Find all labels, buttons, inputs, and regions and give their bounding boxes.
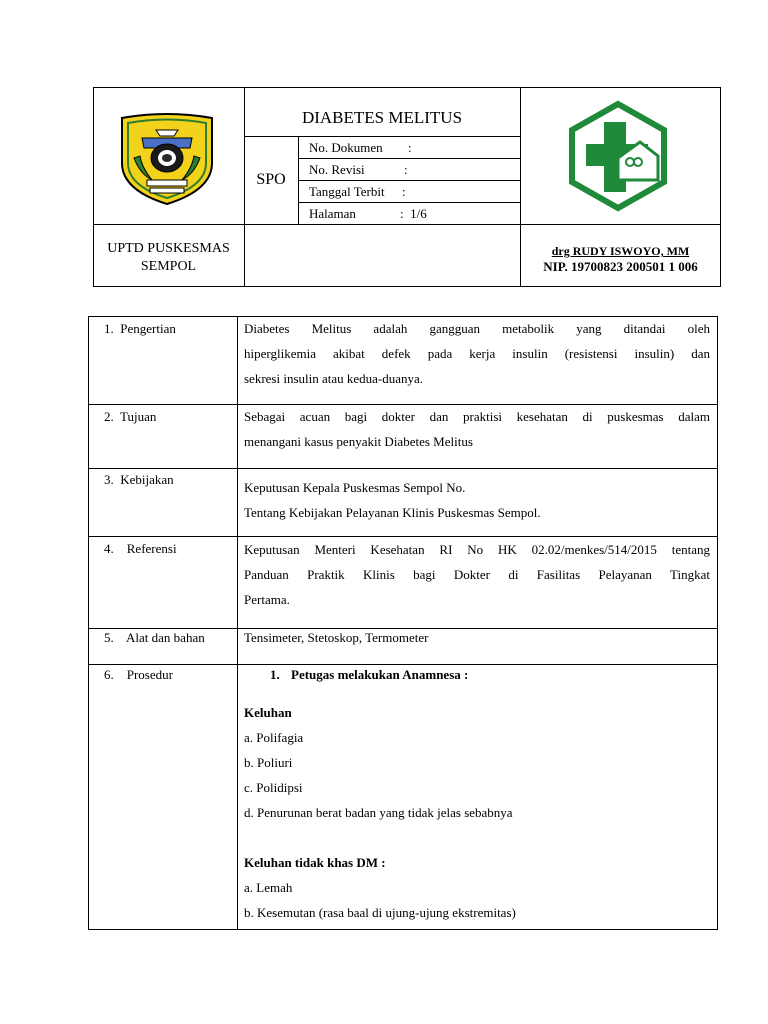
text-line: Diabetes Melitus adalah gangguan metabolik yang ditandai oleh bbox=[244, 321, 710, 336]
meta-value-halaman: : 1/6 bbox=[400, 206, 427, 221]
divider bbox=[93, 224, 721, 225]
organization-line-2: SEMPOL bbox=[140, 259, 197, 274]
step-title: Petugas melakukan Anamnesa : bbox=[291, 667, 469, 682]
section-label-alat-dan-bahan: 5. Alat dan bahan bbox=[104, 630, 205, 645]
text-line: Keputusan Kepala Puskesmas Sempol No. bbox=[244, 480, 466, 495]
divider bbox=[298, 180, 521, 181]
section-body-kebijakan bbox=[244, 475, 710, 525]
list-item: a. Polifagia bbox=[244, 730, 304, 745]
divider bbox=[298, 158, 521, 159]
text-line: Tensimeter, Stetoskop, Termometer bbox=[244, 630, 429, 645]
section-body-pengertian bbox=[244, 316, 710, 391]
section-body-referensi bbox=[244, 537, 710, 612]
section-body-tujuan bbox=[244, 404, 710, 454]
section-label-kebijakan: 3. Kebijakan bbox=[104, 472, 174, 487]
meta-value-no-revisi: : bbox=[404, 162, 408, 177]
regional-emblem-icon bbox=[112, 108, 222, 208]
divider bbox=[244, 136, 521, 137]
text-line: Panduan Praktik Klinis bagi Dokter di Fasilitas Pelayanan Tingkat bbox=[244, 567, 710, 582]
list-item: b. Kesemutan (rasa baal di ujung-ujung ekstremitas) bbox=[244, 905, 516, 920]
section-label-tujuan: 2. Tujuan bbox=[104, 409, 157, 424]
list-item: b. Poliuri bbox=[244, 755, 293, 770]
signature-block bbox=[520, 243, 721, 275]
organization-name bbox=[93, 240, 244, 276]
list-item: a. Lemah bbox=[244, 880, 293, 895]
puskesmas-cross-logo-icon bbox=[568, 100, 668, 212]
text-line: Tentang Kebijakan Pelayanan Klinis Puskesmas Sempol. bbox=[244, 505, 541, 520]
step-number: 1. bbox=[270, 667, 280, 682]
signer-nip: NIP. 19700823 200501 1 006 bbox=[543, 259, 698, 274]
meta-label-no-dokumen: No. Dokumen bbox=[309, 140, 383, 155]
organization-line-1: UPTD PUSKESMAS bbox=[107, 241, 230, 256]
row-divider bbox=[88, 664, 718, 665]
text-line: menangani kasus penyakit Diabetes Melitus bbox=[244, 434, 473, 449]
meta-label-tanggal-terbit: Tanggal Terbit bbox=[309, 184, 385, 199]
spo-label: SPO bbox=[256, 171, 286, 188]
meta-label-halaman: Halaman bbox=[309, 206, 356, 221]
meta-value-no-dokumen: : bbox=[408, 140, 412, 155]
row-divider bbox=[88, 468, 718, 469]
text-line: hiperglikemia akibat defek pada kerja insulin (resistensi insulin) dan bbox=[244, 346, 710, 361]
keluhan-tidak-khas-list bbox=[244, 875, 710, 925]
keluhan-list bbox=[244, 725, 710, 825]
section-label-prosedur: 6. Prosedur bbox=[104, 667, 173, 682]
keluhan-tidak-khas-heading: Keluhan tidak khas DM : bbox=[244, 855, 386, 870]
text-line: Keputusan Menteri Kesehatan RI No HK 02.02/menkes/514/2015 tentang bbox=[244, 542, 710, 557]
list-item: d. Penurunan berat badan yang tidak jelas sebabnya bbox=[244, 805, 513, 820]
section-label-referensi: 4. Referensi bbox=[104, 541, 177, 556]
document-title: DIABETES MELITUS bbox=[301, 108, 463, 127]
meta-value-tanggal-terbit: : bbox=[402, 184, 406, 199]
section-label-pengertian: 1. Pengertian bbox=[104, 321, 176, 336]
divider bbox=[298, 202, 521, 203]
signer-name: drg RUDY ISWOYO, MM bbox=[551, 244, 690, 258]
text-line: sekresi insulin atau kedua-duanya. bbox=[244, 371, 424, 386]
list-item: c. Polidipsi bbox=[244, 780, 303, 795]
column-divider bbox=[237, 316, 238, 930]
section-body-alat-dan-bahan bbox=[244, 625, 710, 650]
text-line: Pertama. bbox=[244, 592, 290, 607]
keluhan-heading: Keluhan bbox=[244, 705, 292, 720]
text-line: Sebagai acuan bagi dokter dan praktisi kesehatan di puskesmas dalam bbox=[244, 409, 710, 424]
meta-label-no-revisi: No. Revisi bbox=[309, 162, 365, 177]
